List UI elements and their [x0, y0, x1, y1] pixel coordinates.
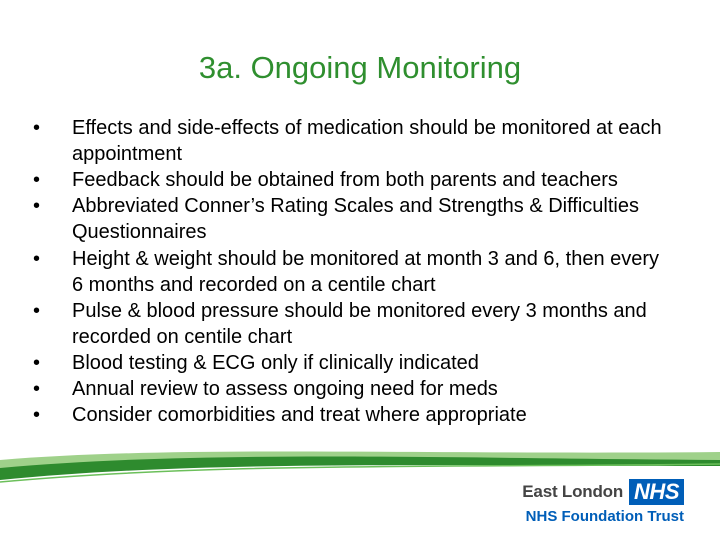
- bullet-text: Height & weight should be monitored at month 3 and 6, then every 6 months and recorded on a centile chart: [72, 247, 660, 296]
- bullet-list: [30, 115, 670, 429]
- nhs-trust-logo: [414, 479, 684, 529]
- logo-top-row: [522, 479, 684, 505]
- bullet-item: [30, 376, 670, 402]
- bullet-icon: •: [33, 299, 41, 322]
- bullet-icon: •: [33, 378, 41, 401]
- logo-trust-name: NHS Foundation Trust: [525, 508, 684, 525]
- bullet-item: [30, 350, 670, 376]
- bullet-text: Consider comorbidities and treat where appropriate: [72, 404, 527, 427]
- logo-org-name: East London: [522, 482, 624, 501]
- slide-title: 3a. Ongoing Monitoring: [198, 50, 522, 85]
- bullet-icon: •: [33, 404, 41, 427]
- bullet-icon: •: [33, 117, 41, 139]
- bullet-item: [30, 246, 670, 298]
- bullet-text: Feedback should be obtained from both parents and teachers: [72, 169, 618, 192]
- bullet-text: Pulse & blood pressure should be monitored every 3 months and recorded on centile chart: [72, 299, 647, 348]
- bullet-text: Annual review to assess ongoing need for meds: [72, 378, 498, 401]
- bullet-text: Blood testing & ECG only if clinically indicated: [72, 351, 479, 374]
- bullet-icon: •: [33, 169, 41, 192]
- nhs-logo-icon: NHS: [629, 479, 684, 505]
- bullet-item: [30, 193, 670, 245]
- bullet-item: [30, 167, 670, 193]
- bullet-icon: •: [33, 351, 41, 374]
- bullet-item: [30, 115, 670, 167]
- bullet-icon: •: [33, 247, 41, 270]
- bullet-text: Effects and side-effects of medication should be monitored at each appointment: [72, 117, 662, 165]
- bullet-text: Abbreviated Conner’s Rating Scales and Strengths & Difficulties Questionnaires: [72, 195, 639, 244]
- bullet-item: [30, 298, 670, 350]
- bullet-icon: •: [33, 195, 41, 218]
